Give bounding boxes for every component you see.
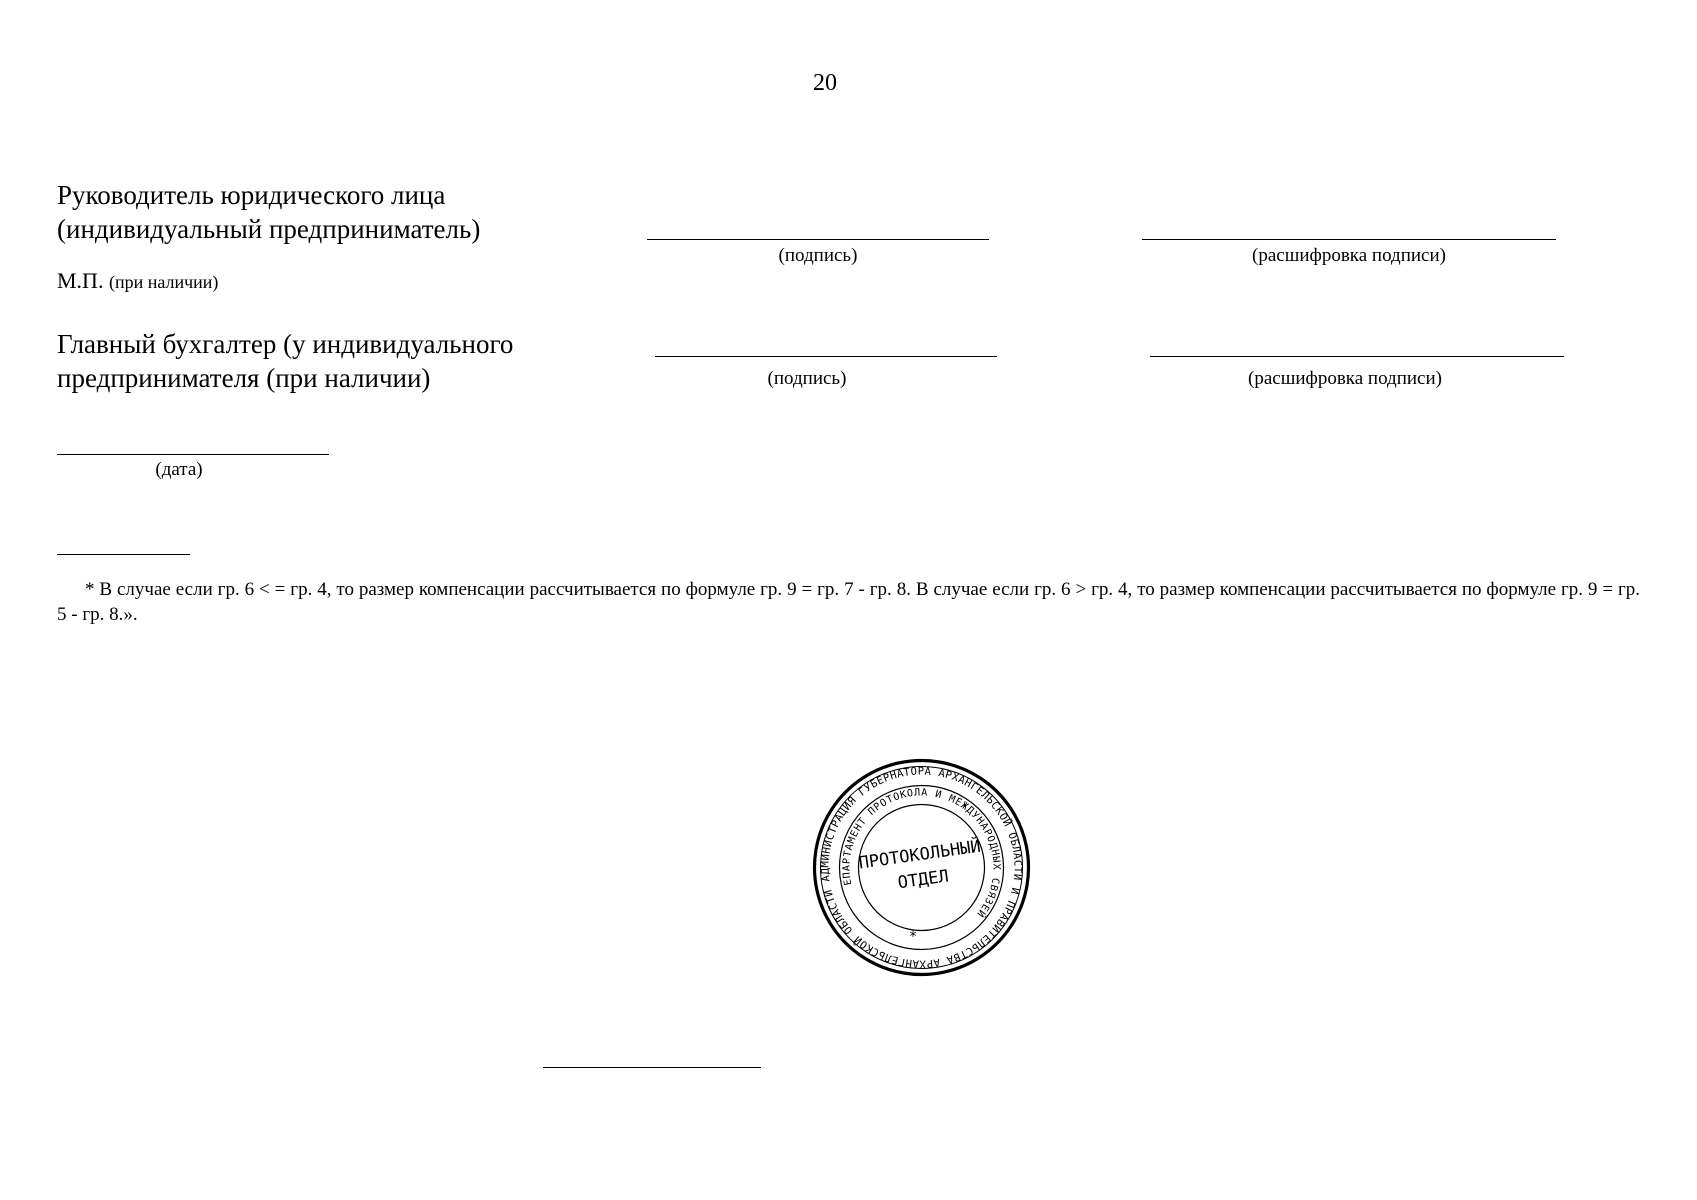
seal-place-label: М.П. bbox=[57, 268, 104, 293]
stamp-outer-text: АДМИНИСТРАЦИЯ ГУБЕРНАТОРА АРХАНГЕЛЬСКОЙ ОБЛАСТИ И ПРАВИТЕЛЬСТВА АРХАНГЕЛЬСКОЙ ОБЛАСТИ bbox=[819, 765, 1024, 970]
round-seal-stamp-svg bbox=[809, 755, 1034, 980]
bottom-separator-line bbox=[543, 1067, 761, 1068]
accountant-signature-caption: (подпись) bbox=[767, 368, 847, 389]
head-signature-line bbox=[647, 239, 989, 240]
accountant-signature-line bbox=[655, 356, 997, 357]
head-title-line2: (индивидуальный предприниматель) bbox=[57, 214, 481, 244]
seal-place-note: (при наличии) bbox=[108, 272, 219, 292]
date-line bbox=[57, 454, 329, 455]
head-decoding-caption: (расшифровка подписи) bbox=[1252, 245, 1446, 266]
date-caption: (дата) bbox=[155, 459, 203, 480]
accountant-decoding-line bbox=[1150, 356, 1564, 357]
head-title-line1: Руководитель юридического лица bbox=[57, 180, 446, 210]
head-decoding-line bbox=[1142, 239, 1556, 240]
footnote-separator bbox=[57, 554, 190, 555]
stamp-star: * bbox=[909, 929, 917, 945]
page-number: 20 bbox=[813, 70, 837, 96]
head-signature-caption: (подпись) bbox=[778, 245, 858, 266]
stamp-inner-text: ДЕПАРТАМЕНТ ПРОТОКОЛА И МЕЖДУНАРОДНЫХ СВЯЗЕЙ bbox=[841, 787, 1002, 919]
accountant-title-line2: предпринимателя (при наличии) bbox=[57, 363, 431, 393]
footnote: * В случае если гр. 6 < = гр. 4, то размер компенсации рассчитывается по формуле гр. 9 = гр. 7 - гр. 8. В случае если гр. 6 > гр. 4, то размер компенсации рассчитывается по формуле гр. 9 = гр. 5 - гр. 8.». bbox=[57, 579, 1640, 625]
accountant-decoding-caption: (расшифровка подписи) bbox=[1248, 368, 1442, 389]
stamp-center-line2: ОТДЕЛ bbox=[896, 866, 950, 894]
stamp-center-line1: ПРОТОКОЛЬНЫЙ bbox=[857, 836, 982, 874]
round-seal-stamp bbox=[809, 755, 1034, 980]
seal-place bbox=[57, 268, 218, 294]
accountant-title-line1: Главный бухгалтер (у индивидуального bbox=[57, 329, 514, 359]
